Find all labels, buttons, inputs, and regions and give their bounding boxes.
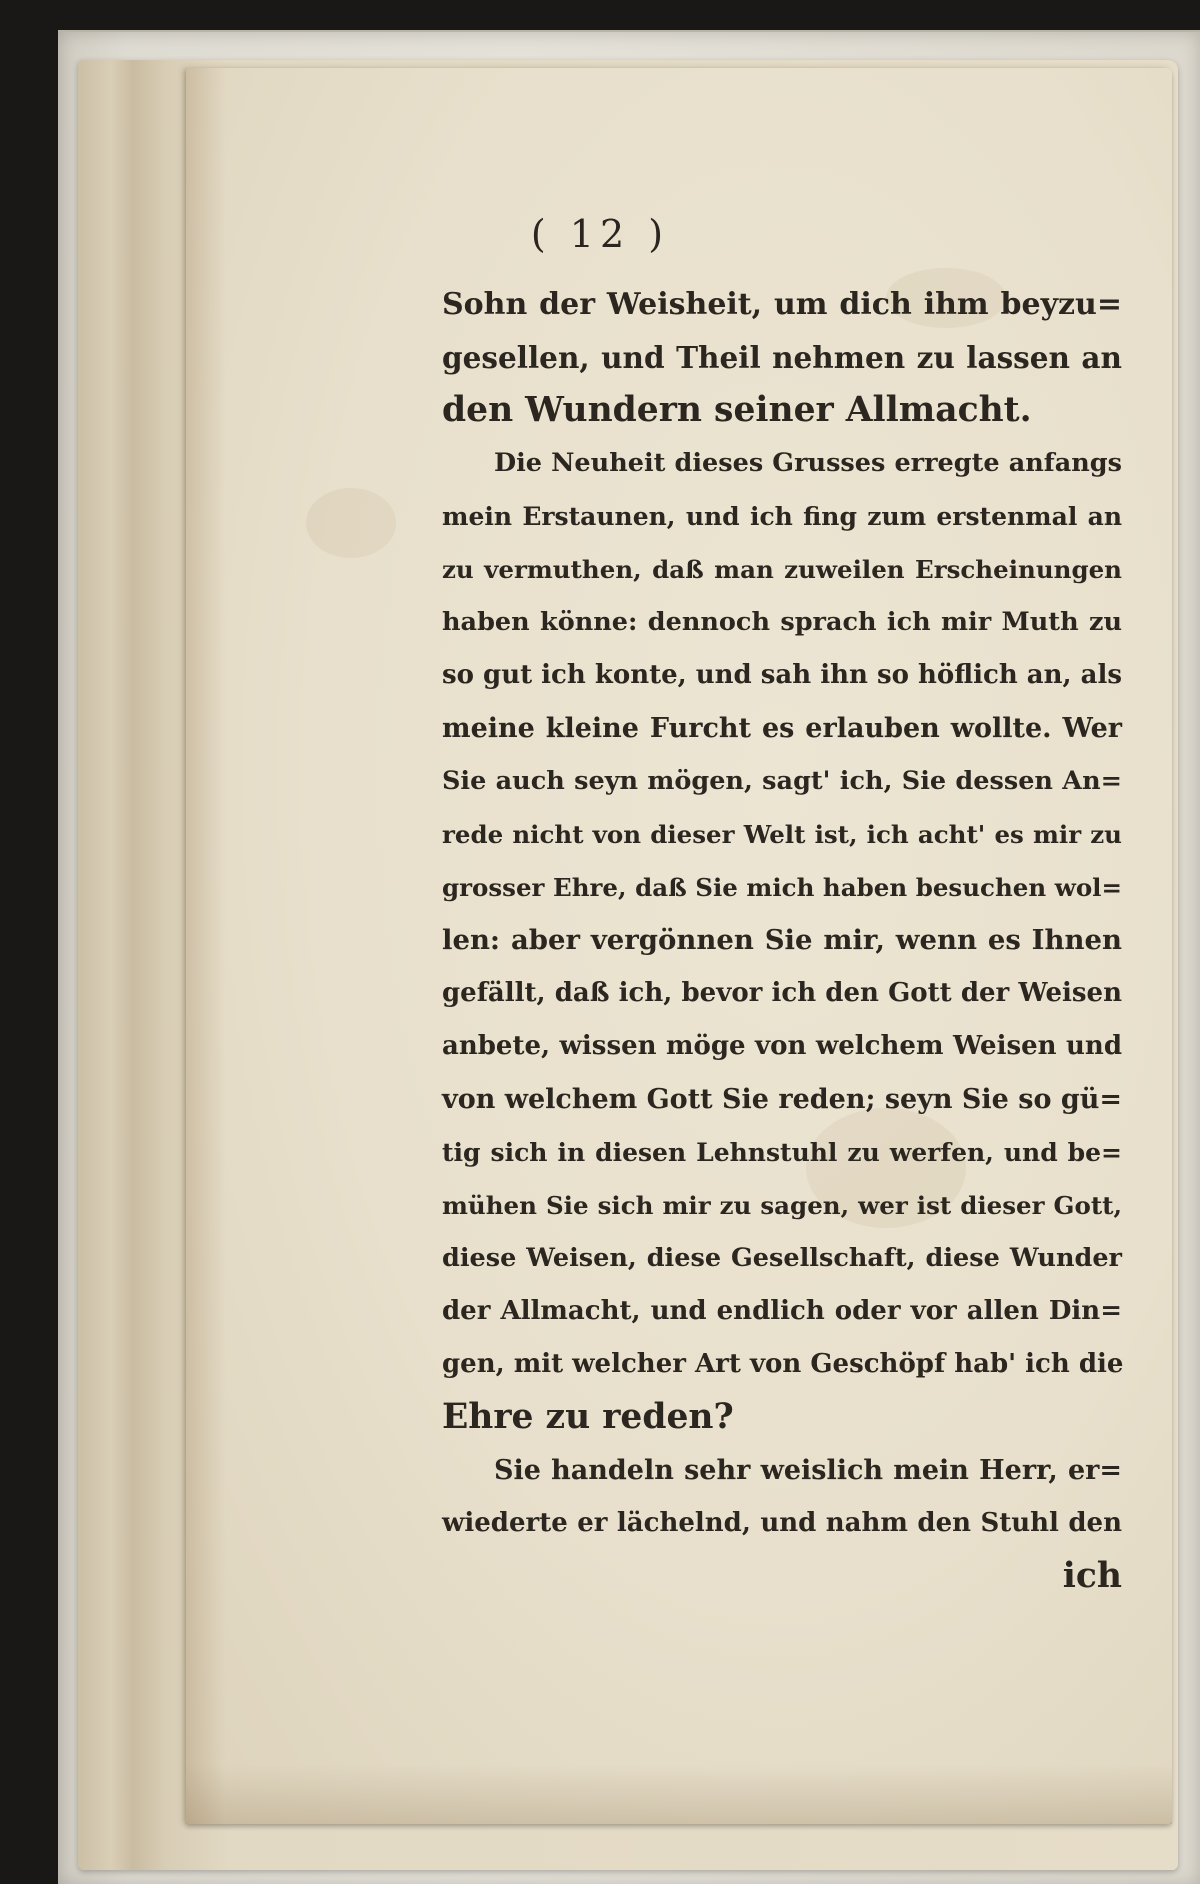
text-line: von welchem Gott Sie reden; seyn Sie so gü= <box>442 1084 1122 1115</box>
text-line: so gut ich konte, und sah ihn so höflich an, als <box>442 660 1123 690</box>
text-line: Sohn der Weisheit, um dich ihm beyzu= <box>442 287 1122 322</box>
text-line: anbete, wissen möge von welchem Weisen und <box>442 1031 1122 1061</box>
catchword: ich <box>1062 1556 1122 1596</box>
text-line: gen, mit welcher Art von Geschöpf hab' ich die <box>442 1349 1124 1379</box>
text-line: wiederte er lächelnd, und nahm den Stuhl den <box>442 1508 1122 1538</box>
text-line: mühen Sie sich mir zu sagen, wer ist dieser Gott, <box>442 1191 1122 1220</box>
text-line: diese Weisen, diese Gesellschaft, diese Wunder <box>442 1243 1122 1273</box>
text-line: haben könne: dennoch sprach ich mir Muth zu <box>442 607 1122 637</box>
text-line: zu vermuthen, daß man zuweilen Erscheinungen <box>442 555 1122 584</box>
text-line: rede nicht von dieser Welt ist, ich acht' es mir zu <box>442 820 1122 849</box>
text-line: den Wundern seiner Allmacht. <box>442 390 1032 430</box>
text-line: gefällt, daß ich, bevor ich den Gott der Weisen <box>442 978 1122 1008</box>
text-line: meine kleine Furcht es erlauben wollte. Wer <box>442 713 1122 744</box>
text-line: der Allmacht, und endlich oder vor allen Din= <box>442 1296 1122 1326</box>
text-line: grosser Ehre, daß Sie mich haben besuchen wol= <box>442 873 1122 902</box>
text-line: len: aber vergönnen Sie mir, wenn es Ihnen <box>442 924 1122 956</box>
text-line: Die Neuheit dieses Grusses erregte anfangs <box>494 448 1122 478</box>
text-line: tig sich in diesen Lehnstuhl zu werfen, und be= <box>442 1138 1122 1167</box>
page-text <box>442 278 1122 1603</box>
text-line: Sie auch seyn mögen, sagt' ich, Sie dessen An= <box>442 766 1122 796</box>
text-line: Ehre zu reden? <box>442 1397 734 1437</box>
text-line: gesellen, und Theil nehmen zu lassen an <box>442 340 1122 375</box>
text-line: mein Erstaunen, und ich fing zum erstenmal an <box>442 502 1122 531</box>
text-line: Sie handeln sehr weislich mein Herr, er= <box>494 1455 1122 1486</box>
page-number: ( 12 ) <box>530 212 670 256</box>
